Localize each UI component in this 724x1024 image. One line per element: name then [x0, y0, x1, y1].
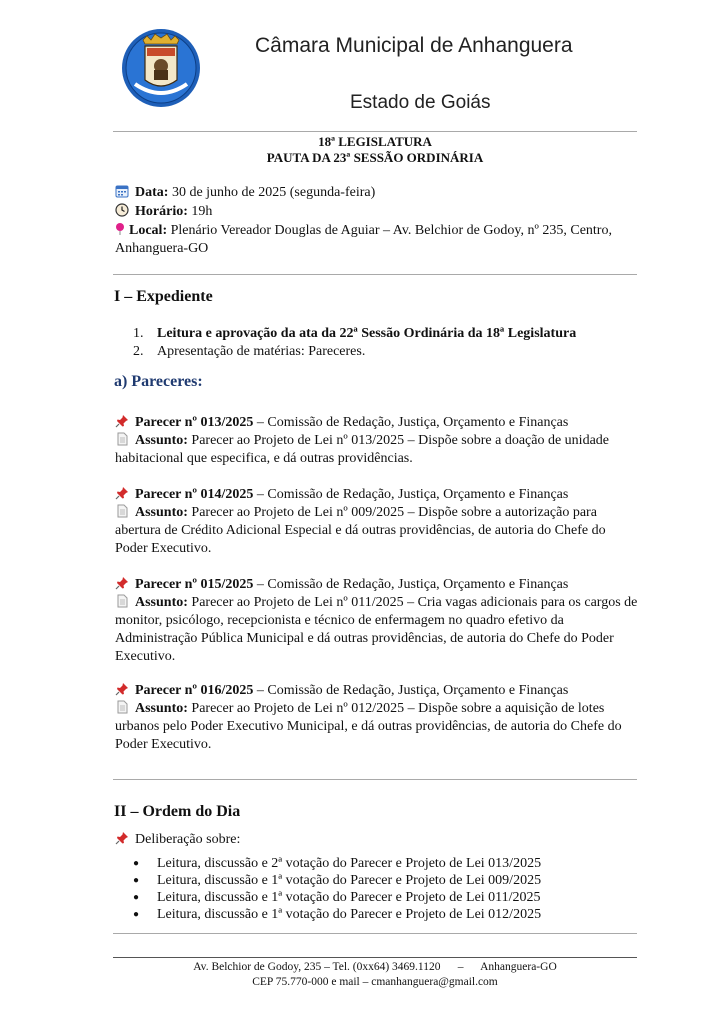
- list-text: Leitura e aprovação da ata da 22ª Sessão Ordinária da 18ª Legislatura: [157, 326, 577, 341]
- footer-divider: [113, 957, 637, 958]
- parecer-id: Parecer nº 014/2025: [135, 487, 254, 502]
- list-text: Leitura, discussão e 1ª votação do Parecer e Projeto de Lei 009/2025: [157, 873, 542, 888]
- subject-text: Parecer ao Projeto de Lei nº 009/2025 – Dispõe sobre a autorização para abertura de Crédito Adicional Especial e dá outras providências, de autoria do Chefe do Poder Executivo.: [115, 505, 606, 556]
- list-text: Leitura, discussão e 1ª votação do Parecer e Projeto de Lei 012/2025: [157, 907, 542, 922]
- parecer-subject: [115, 700, 640, 754]
- parecer-header: [115, 486, 640, 504]
- subsection-title-pareceres: a) Pareceres:: [114, 373, 203, 390]
- document-icon: [115, 432, 129, 446]
- list-item: [133, 855, 541, 872]
- parecer-committee: – Comissão de Redação, Justiça, Orçamento e Finanças: [253, 487, 569, 502]
- parecer-subject: [115, 504, 640, 558]
- parecer-header: [115, 576, 640, 594]
- deliberation-text: Deliberação sobre:: [135, 832, 241, 847]
- section-divider-3: [113, 933, 637, 934]
- bullet: ●: [133, 909, 140, 920]
- parecer-committee: – Comissão de Redação, Justiça, Orçamento e Finanças: [253, 683, 569, 698]
- section-title-ordem-do-dia: II – Ordem do Dia: [114, 803, 241, 820]
- heading-session: PAUTA DA 23ª SESSÃO ORDINÁRIA: [266, 150, 484, 165]
- parecer-committee: – Comissão de Redação, Justiça, Orçamento e Finanças: [253, 577, 569, 592]
- time-value: 19h: [187, 204, 213, 219]
- parecer-header: [115, 414, 640, 432]
- header-divider: [113, 131, 637, 132]
- pushpin-icon: [115, 576, 129, 590]
- parecer-id: Parecer nº 016/2025: [135, 683, 254, 698]
- time-label: Horário:: [135, 204, 188, 219]
- bullet: ●: [133, 875, 140, 886]
- deliberation-intro: [115, 831, 640, 849]
- municipal-seal-logo: [121, 28, 201, 108]
- info-time: [115, 203, 640, 221]
- list-item: [133, 325, 576, 343]
- parecer-id: Parecer nº 013/2025: [135, 415, 254, 430]
- document-icon: [115, 700, 129, 714]
- header-subtitle: Estado de Goiás: [350, 92, 491, 113]
- pushpin-icon: [115, 414, 129, 428]
- info-date: [115, 184, 640, 202]
- pushpin-icon: [115, 831, 129, 845]
- date-value: 30 de junho de 2025 (segunda-feira): [168, 185, 376, 200]
- list-text: Leitura, discussão e 2ª votação do Parecer e Projeto de Lei 013/2025: [157, 856, 542, 871]
- subject-label: Assunto:: [135, 433, 188, 448]
- list-number: 1.: [133, 326, 144, 341]
- parecer-subject: [115, 594, 640, 666]
- heading-legislature: 18ª LEGISLATURA: [318, 134, 432, 149]
- subject-label: Assunto:: [135, 701, 188, 716]
- list-number: 2.: [133, 344, 144, 359]
- footer-address: Av. Belchior de Godoy, 235 – Tel. (0xx64) 3469.1120 – Anhanguera-GO: [193, 961, 557, 973]
- subject-text: Parecer ao Projeto de Lei nº 011/2025 – Cria vagas adicionais para os cargos de monitor, psicólogo, recepcionista e técnico de enfermagem no quadro efetivo da Administração Pública Municipal e dá outras providências, de autoria do Chefe do Poder Executivo.: [115, 595, 638, 664]
- header-title: Câmara Municipal de Anhanguera: [255, 34, 573, 57]
- list-text: Leitura, discussão e 1ª votação do Parecer e Projeto de Lei 011/2025: [157, 890, 541, 905]
- section-title-expediente: I – Expediente: [114, 288, 213, 305]
- place-label: Local:: [129, 223, 168, 238]
- pushpin-icon: [115, 682, 129, 696]
- footer-contact: CEP 75.770-000 e mail – cmanhanguera@gmail.com: [252, 976, 498, 988]
- section-divider-2: [113, 779, 637, 780]
- parecer-header: [115, 682, 640, 700]
- list-item: [133, 906, 541, 923]
- clock-icon: [115, 203, 129, 217]
- list-item: [133, 872, 541, 889]
- document-icon: [115, 504, 129, 518]
- list-text: Apresentação de matérias: Pareceres.: [157, 344, 366, 359]
- parecer-committee: – Comissão de Redação, Justiça, Orçamento e Finanças: [253, 415, 569, 430]
- calendar-icon: [115, 184, 129, 198]
- subject-text: Parecer ao Projeto de Lei nº 012/2025 – Dispõe sobre a aquisição de lotes urbanos pelo Poder Executivo Municipal, e dá outras providências, de autoria do Chefe do Poder Executivo.: [115, 701, 622, 752]
- bullet: ●: [133, 858, 140, 869]
- document-icon: [115, 594, 129, 608]
- subject-text: Parecer ao Projeto de Lei nº 013/2025 – Dispõe sobre a doação de unidade habitacional que especifica, e dá outras providências.: [115, 433, 609, 466]
- date-label: Data:: [135, 185, 169, 200]
- parecer-id: Parecer nº 015/2025: [135, 577, 254, 592]
- parecer-subject: [115, 432, 640, 468]
- info-place: [115, 222, 640, 258]
- list-item: [133, 343, 365, 361]
- subject-label: Assunto:: [135, 505, 188, 520]
- location-pin-icon: [115, 222, 125, 236]
- bullet: ●: [133, 892, 140, 903]
- section-divider-1: [113, 274, 637, 275]
- subject-label: Assunto:: [135, 595, 188, 610]
- place-value: Plenário Vereador Douglas de Aguiar – Av. Belchior de Godoy, nº 235, Centro, Anhanguera-GO: [115, 223, 612, 256]
- list-item: [133, 889, 541, 906]
- pushpin-icon: [115, 486, 129, 500]
